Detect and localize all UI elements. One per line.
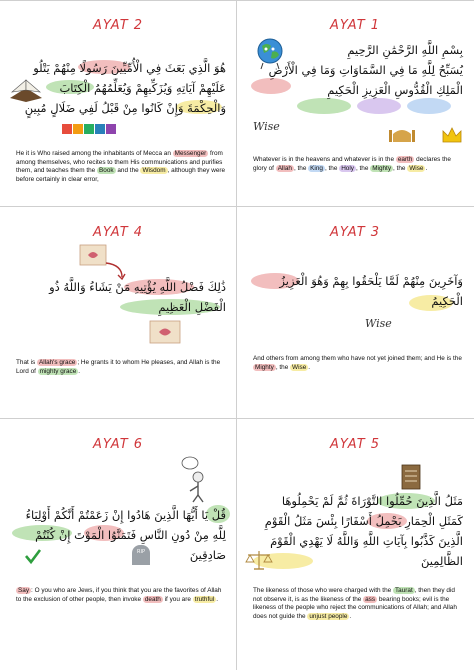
arabic-line: مَثَلُ الَّذِينَ حُمِّلُوا التَّوْرَاةَ ثُمَّ لَمْ يَحْمِلُوهَا — [281, 494, 463, 508]
tombstone-icon: RIP — [132, 545, 150, 565]
check-icon — [24, 547, 42, 565]
ayat-6-arabic — [10, 505, 226, 565]
wisdom-blocks-icon — [60, 118, 130, 140]
gift-note-icon — [148, 319, 182, 345]
wise-label: Wise — [253, 120, 280, 133]
ayat-6-title: AYAT 6 — [92, 437, 144, 452]
ayat-5-title: AYAT 5 — [329, 437, 381, 452]
wise-label: Wise — [365, 317, 392, 330]
messenger-term: Messenger — [174, 150, 207, 157]
taurat-scroll-icon — [399, 463, 423, 491]
ayat-3-translation: And others from among them who have not yet joined them; and He is the Mighty , the Wise . — [253, 355, 462, 371]
ayat-3-title: AYAT 3 — [329, 225, 381, 240]
mighty-grace-term: mighty grace — [39, 367, 77, 375]
mighty-term: Mighty — [372, 164, 392, 172]
holy-term: Holy — [341, 164, 354, 172]
ayat-6-panel — [0, 419, 236, 670]
speaker-person-icon — [180, 455, 210, 503]
ayat-2-title: AYAT 2 — [92, 18, 144, 33]
death-term: death — [144, 595, 161, 603]
mighty-term: Mighty — [255, 363, 274, 371]
arabic-line: الْفَضْلِ الْعَظِيمِ — [158, 300, 226, 314]
allah-term: Allah — [277, 164, 292, 172]
book-term: Book — [99, 167, 114, 175]
ayat-3-panel — [237, 207, 473, 427]
wise-term: Wise — [409, 164, 424, 172]
arabic-line: لِلَّهِ مِنْ دُونِ النَّاسِ فَتَمَنَّوُا الْمَوْتَ إِنْ كُنْتُمْ صَادِقِينَ — [35, 528, 226, 562]
ayat-1-title: AYAT 1 — [329, 18, 381, 33]
arabic-line: كَمَثَلِ الْحِمَارِ يَحْمِلُ أَسْفَارًا بِئْسَ مَثَلُ الْقَوْمِ — [264, 514, 463, 528]
arabic-line: وَآخَرِينَ مِنْهُمْ لَمَّا يَلْحَقُوا بِهِمْ وَهُوَ الْعَزِيزُ — [279, 274, 463, 288]
ayat-1-arabic — [247, 40, 463, 100]
ayat-2-panel — [0, 0, 236, 220]
arabic-line: الظَّالِمِينَ — [420, 554, 463, 568]
earth-term: earth — [397, 156, 413, 163]
arabic-line: الْمَلِكِ الْقُدُّوسِ الْعَزِيزِ الْحَكِيمِ — [327, 83, 463, 97]
arabic-line: وَالْحِكْمَةَ وَإِنْ كَانُوا مِنْ قَبْلُ لَفِي ضَلَالٍ مُبِينٍ — [24, 101, 226, 115]
mighty-highlight — [297, 98, 351, 114]
wisdom-term: Wisdom — [142, 167, 166, 175]
ayat-3-arabic — [247, 271, 463, 311]
arabic-line: عَلَيْهِمْ آيَاتِهِ وَيُزَكِّيهِمْ وَيُعَلِّمُهُمُ الْكِتَابَ — [59, 81, 226, 95]
ayat-2-arabic — [10, 58, 226, 118]
arabic-line: الْحَكِيمُ — [431, 294, 463, 308]
king-term: King — [310, 164, 323, 172]
arabic-line: ذَٰلِكَ فَضْلُ اللَّهِ يُؤْتِيهِ مَنْ يَشَاءُ وَاللَّهُ ذُو — [49, 280, 226, 294]
arabic-line: الَّذِينَ كَذَّبُوا بِآيَاتِ اللَّهِ وَاللَّهُ لَا يَهْدِي الْقَوْمَ — [270, 534, 463, 548]
ayat-6-translation: Say : O you who are Jews, if you think that you are the favorites of Allah to the exclusion of other people, then invoke death if you are truthful . — [16, 587, 222, 603]
grace-term: Allah's grace — [38, 359, 76, 366]
ass-term: ass — [365, 595, 376, 603]
ayat-1-translation: Whatever is in the heavens and whatever is in the earth declares the glory of Allah , the King , the Holy , the Mighty , the Wise . — [253, 156, 451, 172]
king-highlight — [407, 98, 451, 114]
arabic-line: هُوَ الَّذِي بَعَثَ فِي الْأُمِّيِّينَ رَسُولًا مِنْهُمْ يَتْلُو — [33, 61, 226, 75]
arabic-line: قُلْ يَا أَيُّهَا الَّذِينَ هَادُوا إِنْ زَعَمْتُمْ أَنَّكُمْ أَوْلِيَاءُ — [25, 508, 226, 522]
wise-term: Wise — [292, 363, 307, 371]
holy-highlight — [357, 98, 401, 114]
ayat-4-title: AYAT 4 — [92, 225, 144, 240]
say-term: Say — [18, 587, 30, 594]
ayat-4-arabic — [10, 277, 226, 317]
holy-mosque-icon — [387, 124, 417, 144]
ayat-5-arabic — [247, 491, 463, 571]
ayat-5-panel — [237, 419, 474, 670]
ayat-4-translation: That is Allah's grace ; He grants it to whom He pleases, and Allah is the Lord of mighty grace . — [16, 359, 221, 375]
truthful-term: truthful — [194, 595, 215, 603]
ayat-4-panel — [0, 207, 236, 427]
arabic-line: يُسَبِّحُ لِلَّهِ مَا فِي السَّمَاوَاتِ وَمَا فِي الْأَرْضِ — [268, 63, 463, 77]
ayat-1-panel — [237, 0, 473, 220]
ayat-2-translation: He it is Who raised among the inhabitants of Mecca an Messenger from among themselves, who recites to them His communications and purifies them, and teaches them the Book and the Wisdom , although they were before certainly in clear error, — [16, 150, 226, 183]
scales-icon — [245, 549, 273, 571]
ayat-5-translation: The likeness of those who were charged with the Taurat , then they did not observe it, is as the likeness of the ass bearing books; evil is the likeness of the people who reject the communications of Allah; and Allah does not guide the unjust people . — [253, 587, 457, 620]
unjust-term: unjust people — [309, 612, 348, 620]
arabic-line: بِسْمِ اللَّهِ الرَّحْمَٰنِ الرَّحِيمِ — [347, 43, 463, 57]
taurat-term: Taurat — [394, 587, 413, 594]
king-crown-icon — [441, 126, 463, 144]
